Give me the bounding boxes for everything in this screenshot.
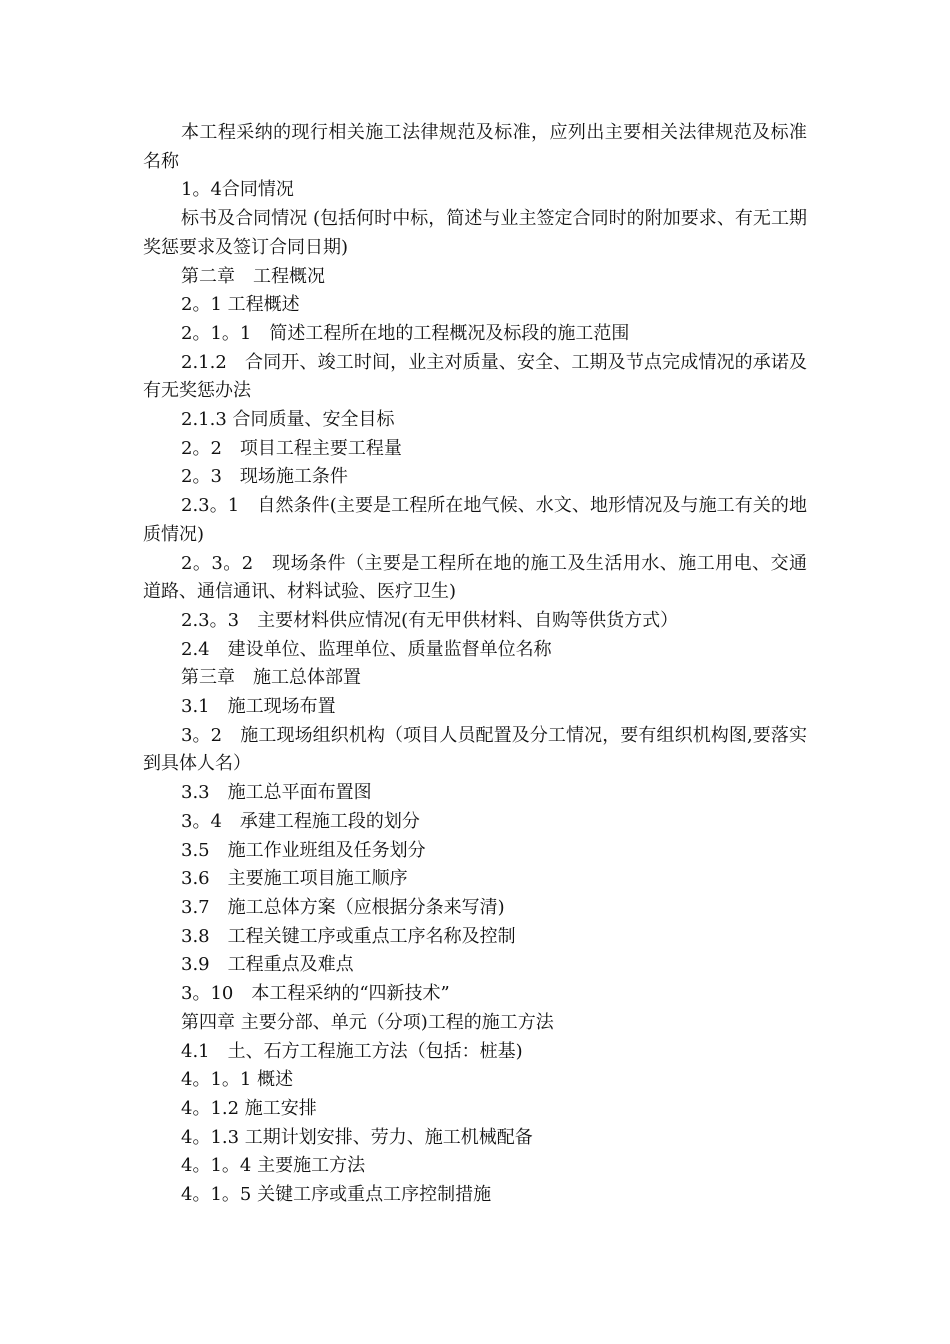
heading-4-1-5: 4。1。5 关键工序或重点工序控制措施: [181, 1184, 492, 1206]
heading-3-5: 3.5 施工作业班组及任务划分: [181, 839, 426, 861]
heading-3-1: 3.1 施工现场布置: [181, 696, 336, 718]
heading-4-1-2: 4。1.2 施工安排: [181, 1097, 317, 1119]
heading-3-7: 3.7 施工总体方案（应根据分条来写清): [181, 896, 505, 918]
heading-3-3: 3.3 施工总平面布置图: [181, 782, 372, 804]
heading-4-1-4: 4。1。4 主要施工方法: [181, 1155, 366, 1177]
heading-2-1: 2。1 工程概述: [181, 294, 300, 316]
heading-2-3: 2。3 现场施工条件: [181, 466, 348, 488]
heading-3-2: 3。2 施工现场组织机构（项目人员配置及分工情况，要有组织机构图,要落实到具体人名）: [143, 724, 807, 775]
heading-2-2: 2。2 项目工程主要工程量: [181, 437, 402, 459]
paragraph-standards: 本工程采纳的现行相关施工法律规范及标准，应列出主要相关法律规范及标准名称: [143, 122, 807, 172]
chapter-4-heading: 第四章 主要分部、单元（分项)工程的施工方法: [181, 1011, 554, 1033]
heading-2-3-2: 2。3。2 现场条件（主要是工程所在地的施工及生活用水、施工用电、交通道路、通信通讯、材料试验、医疗卫生): [143, 552, 807, 603]
heading-3-8: 3.8 工程关键工序或重点工序名称及控制: [181, 925, 516, 947]
heading-3-4: 3。4 承建工程施工段的划分: [181, 810, 420, 832]
heading-2-3-3: 2.3。3 主要材料供应情况(有无甲供材料、自购等供货方式）: [181, 609, 679, 631]
heading-3-9: 3.9 工程重点及难点: [181, 954, 354, 976]
heading-4-1: 4.1 土、石方工程施工方法（包括：桩基): [181, 1040, 523, 1062]
document-body: [143, 119, 807, 1210]
chapter-2-heading: 第二章 工程概况: [181, 265, 325, 287]
paragraph-contract: 标书及合同情况 (包括何时中标，简述与业主签定合同时的附加要求、有无工期奖惩要求及签订合同日期): [143, 208, 807, 258]
heading-1-4: 1。4合同情况: [181, 179, 294, 201]
heading-2-1-3: 2.1.3 合同质量、安全目标: [181, 409, 395, 431]
heading-2-1-1: 2。1。1 简述工程所在地的工程概况及标段的施工范围: [181, 322, 630, 344]
heading-3-10: 3。10 本工程采纳的“四新技术”: [181, 983, 450, 1005]
heading-4-1-1: 4。1。1 概述: [181, 1069, 294, 1091]
heading-2-4: 2.4 建设单位、监理单位、质量监督单位名称: [181, 638, 552, 660]
heading-2-1-2: 2.1.2 合同开、竣工时间，业主对质量、安全、工期及节点完成情况的承诺及有无奖惩办法: [143, 351, 807, 402]
heading-3-6: 3.6 主要施工项目施工顺序: [181, 868, 408, 890]
chapter-3-heading: 第三章 施工总体部置: [181, 667, 361, 689]
heading-2-3-1: 2.3。1 自然条件(主要是工程所在地气候、水文、地形情况及与施工有关的地质情况): [143, 495, 807, 545]
heading-4-1-3: 4。1.3 工期计划安排、劳力、施工机械配备: [181, 1126, 533, 1148]
